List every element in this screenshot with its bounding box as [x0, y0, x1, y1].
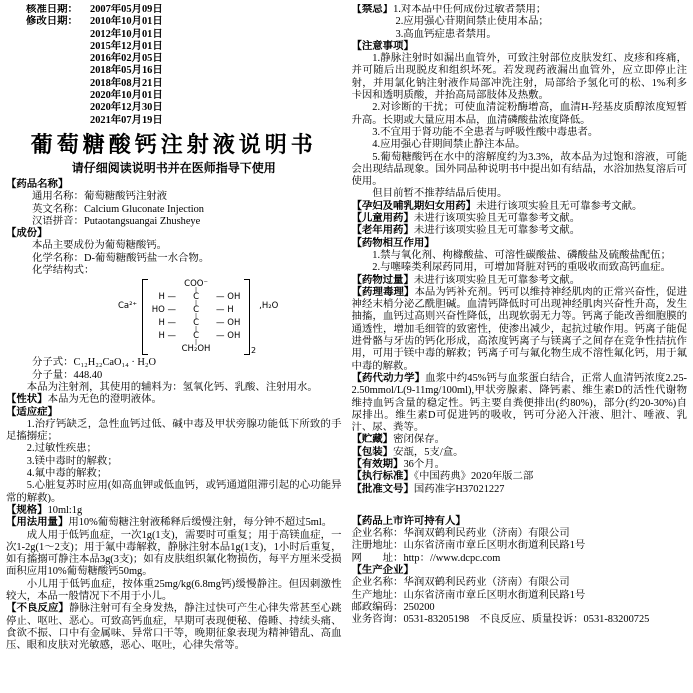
precaution-item: 2.对诊断的干扰；可使血清淀粉酶增高，血清H-羟基皮质醇浓度短暂升高。长期或大量应用本品，血清磷酸盐浓度降低。	[351, 102, 687, 126]
revision-date-value: 2020年10月01日	[90, 90, 163, 102]
revision-date-row	[26, 53, 342, 65]
approval-date-value: 2007年05月09日	[90, 4, 163, 15]
revision-date-row	[26, 16, 342, 28]
revision-date-value: 2010年10月01日	[90, 16, 163, 28]
section-heading-precautions: 【注意事项】	[351, 40, 414, 52]
section-heading-manufacturer: 【生产企业】	[351, 565, 414, 577]
composition-chem-name: 化学名称：D-葡萄糖酸钙盐一水合物。	[32, 252, 210, 264]
section-approval-no: 【批准文号】国药准字H37021227	[351, 483, 505, 495]
pinyin-name: 汉语拼音：Putaotangsuangai Zhusheye	[32, 215, 201, 227]
page-subtitle: 请仔细阅读说明书并在医师指导下使用	[71, 160, 276, 175]
revision-date-value: 2020年12月30日	[90, 102, 163, 114]
approval-dates-block	[26, 4, 342, 127]
chemical-structure	[118, 279, 342, 355]
revision-date-value: 2012年10月01日	[90, 28, 163, 40]
precaution-note: 但目前暂不推荐结晶后使用。	[372, 188, 508, 200]
section-pregnancy: 【孕妇及哺乳期妇女用药】未进行该项实验且无可靠参考文献。	[351, 200, 643, 212]
excipients: 本品为注射剂，其使用的辅料为：氢氧化钙、乳酸、注射用水。	[26, 381, 318, 393]
revision-date-value: 2018年08月21日	[90, 77, 163, 89]
revision-date-row	[26, 41, 342, 53]
revision-date-row	[26, 78, 342, 90]
section-heading-composition: 【成份】	[6, 228, 48, 240]
section-properties: 【性状】本品为无色的澄明液体。	[6, 394, 162, 406]
structure-atoms: COO⁻ | H — C — OH | HO — C — H | H — C — OH | H — C — OH | CH₂OH	[151, 279, 241, 355]
structure-subscript: 2	[251, 346, 257, 356]
section-children-use: 【儿童用药】未进行该项实验且无可靠参考文献。	[351, 213, 581, 225]
calcium-cation: Ca²⁺	[118, 300, 138, 311]
molecular-weight: 分子量：448.40	[32, 369, 103, 381]
revision-date-label: 修改日期：	[26, 16, 78, 28]
manufacturer-name: 企业名称：华润双鹤利民药业（济南）有限公司	[351, 577, 570, 589]
left-bracket	[142, 279, 148, 355]
precaution-item: 5.葡萄糖酸钙在水中的溶解度约为3.3%，故本品为过饱和溶液，可能会出现结晶现象。国外同品种说明书中提出如有结晶，水浴加热复溶后可使用。	[351, 151, 687, 188]
revision-date-row	[26, 65, 342, 77]
right-bracket	[244, 279, 250, 355]
right-column	[352, 4, 688, 689]
english-name: 英文名称：Calcium Gluconate Injection	[32, 203, 204, 215]
indication-item: 4.氟中毒的解救；	[26, 468, 108, 480]
revision-date-value: 2016年02月05日	[90, 53, 163, 65]
revision-date-value: 2021年07月19日	[90, 114, 163, 126]
revision-date-row	[26, 102, 342, 114]
indication-item: 1.治疗钙缺乏，急性血钙过低、碱中毒及甲状旁腺功能低下所致的手足搐搦症；	[6, 418, 342, 443]
interaction-item: 1.禁与氧化剂、枸橼酸盐、可溶性碳酸盐、磷酸盐及硫酸盐配伍；	[372, 249, 672, 261]
generic-name: 通用名称：葡萄糖酸钙注射液	[32, 191, 168, 203]
manufacturer-phone: 业务咨询：0531-83205198 不良反应、质量投诉：0531-83200725	[351, 614, 650, 626]
approval-date-row	[26, 4, 342, 16]
section-standard: 【执行标准】《中国药典》2020年版二部	[351, 471, 534, 483]
holder-address: 注册地址：山东省济南市章丘区明水街道利民路1号	[351, 540, 586, 552]
section-spec: 【规格】10ml:1g	[6, 504, 83, 516]
interaction-item: 2.与噻嗪类利尿药同用，可增加肾脏对钙的重吸收而致高钙血症。	[372, 262, 672, 274]
holder-website: 网 址：http：//www.dcpc.com	[351, 552, 501, 564]
left-column	[6, 4, 342, 689]
section-heading-interactions: 【药物相互作用】	[351, 237, 435, 249]
contraindication-item: 3.高血钙症患者禁用。	[395, 28, 497, 40]
indication-item: 2.过敏性疾患；	[26, 443, 97, 455]
section-contraindications: 【禁忌】1.对本品中任何成份过敏者禁用；	[351, 4, 547, 15]
precaution-item: 1.静脉注射时如漏出血管外，可致注射部位皮肤发红、皮疹和疼痛，并可随后出现脱皮和组织坏死。若发现药液漏出血管外，应立即停止注射，并用氯化钠注射液作局部冲洗注射，局部给予氢化可的松、1%利多卡因和透明质酸，并抬高局部肢体及热敷。	[351, 53, 687, 102]
section-overdose: 【药物过量】未进行该项实验且无可靠参考文献。	[351, 274, 581, 286]
section-elderly-use: 【老年用药】未进行该项实验且无可靠参考文献。	[351, 225, 581, 237]
manufacturer-address: 生产地址：山东省济南市章丘区明水街道利民路1号	[351, 589, 586, 601]
indication-item: 3.镁中毒时的解救；	[26, 455, 118, 467]
structure-label: 化学结构式：	[32, 265, 95, 277]
section-pharmacokinetics: 【药代动力学】血浆中约45%钙与血浆蛋白结合，正常人血清钙浓度2.25-2.50mmol/L(9-11mg/100ml),甲状旁腺素、降钙素、维生素D的活性代谢物维持血钙含量的稳定性。钙主要自粪便排出(约80%)，部分(约20-30%)自尿排出。维生素D可促进钙的吸收，钙可分泌入汗液、胆汁、唾液、乳汁、尿、粪等。	[351, 372, 687, 434]
section-heading-holder: 【药品上市许可持有人】	[351, 515, 466, 527]
molecular-formula: 分子式：C₁₂H₂₂CaO₁₄ · H₂O	[32, 357, 157, 369]
structure-hydrate: ,H₂O	[259, 300, 279, 311]
section-adverse: 【不良反应】静脉注射可有全身发热，静注过快可产生心律失常甚至心跳停止、呕吐、恶心。可致高钙血症，早期可表现便秘、倦睡、持续头痛、食欲不振、口中有金属味、异常口干等，晚期征象表现为精神错乱、高血压、眼和皮肤对光敏感，恶心、呕吐，心律失常等。	[6, 603, 342, 652]
section-heading-indications: 【适应症】	[6, 406, 58, 418]
section-pharmacology: 【药理毒理】本品为钙补充剂。钙可以维持神经肌肉的正常兴奋性，促进神经末梢分泌乙酰胆碱。血清钙降低时可出现神经肌肉兴奋性升高，发生抽搐，血钙过高则兴奋性降低，出现软弱无力等。钙离子能改善细胞膜的通透性，增加毛细管的致密性，使渗出减少，起抗过敏作用。钙离子能促进骨骼与牙齿的钙化形成，高浓度钙离子与镁离子之间存在竞争性拮抗作用，可用于镁中毒的解救；钙离子可与氟化物生成不溶性氟化钙，用于氟中毒的解救。	[351, 286, 687, 372]
section-dosage: 【用法用量】用10%葡萄糖注射液稀释后缓慢注射，每分钟不超过5ml。	[6, 517, 333, 529]
dosage-adult: 成人用于低钙血症，一次1g(1支)，需要时可重复；用于高镁血症，一次1-2g(1～2支)；用于氟中毒解救，静脉注射本品1g(1支)，1小时后重复，如有搐搦可静注本品3g(3支)；如有皮肤组织氟化物损伤，每平方厘米受损面积应用10%葡萄糖酸钙50mg。	[6, 529, 342, 578]
approval-date-label: 核准日期：	[26, 4, 78, 15]
revision-date-row	[26, 29, 342, 41]
dosage-children: 小儿用于低钙血症，按体重25mg/kg(6.8mg钙)缓慢静注。但因刺激性较大，本品一般情况下不用于小儿。	[6, 578, 342, 602]
indication-item: 5.心脏复苏时应用(如高血钾或低血钙，或钙通道阻滞引起的心功能异常的解救)。	[6, 480, 342, 504]
section-validity: 【有效期】36个月。	[351, 458, 446, 470]
section-heading-drug-name: 【药品名称】	[6, 178, 69, 190]
section-package: 【包装】安瓿，5支/盒。	[351, 446, 464, 458]
manufacturer-zipcode: 邮政编码：250200	[351, 601, 435, 613]
revision-date-value: 2015年12月01日	[90, 40, 163, 52]
revision-date-row	[26, 115, 342, 127]
contraindication-item: 2.应用强心苷期间禁止使用本品；	[395, 16, 549, 28]
revision-date-value: 2018年05月16日	[90, 65, 163, 77]
section-storage: 【贮藏】密闭保存。	[351, 434, 446, 446]
spacer	[352, 496, 688, 516]
holder-name: 企业名称：华润双鹤利民药业（济南）有限公司	[351, 528, 570, 540]
composition-main: 本品主要成份为葡萄糖酸钙。	[32, 240, 168, 252]
precaution-item: 3.不宜用于肾功能不全患者与呼吸性酸中毒患者。	[372, 126, 599, 138]
precaution-item: 4.应用强心苷期间禁止静注本品。	[372, 139, 526, 151]
page-title: 葡萄糖酸钙注射液说明书	[30, 131, 317, 157]
revision-date-row	[26, 90, 342, 102]
